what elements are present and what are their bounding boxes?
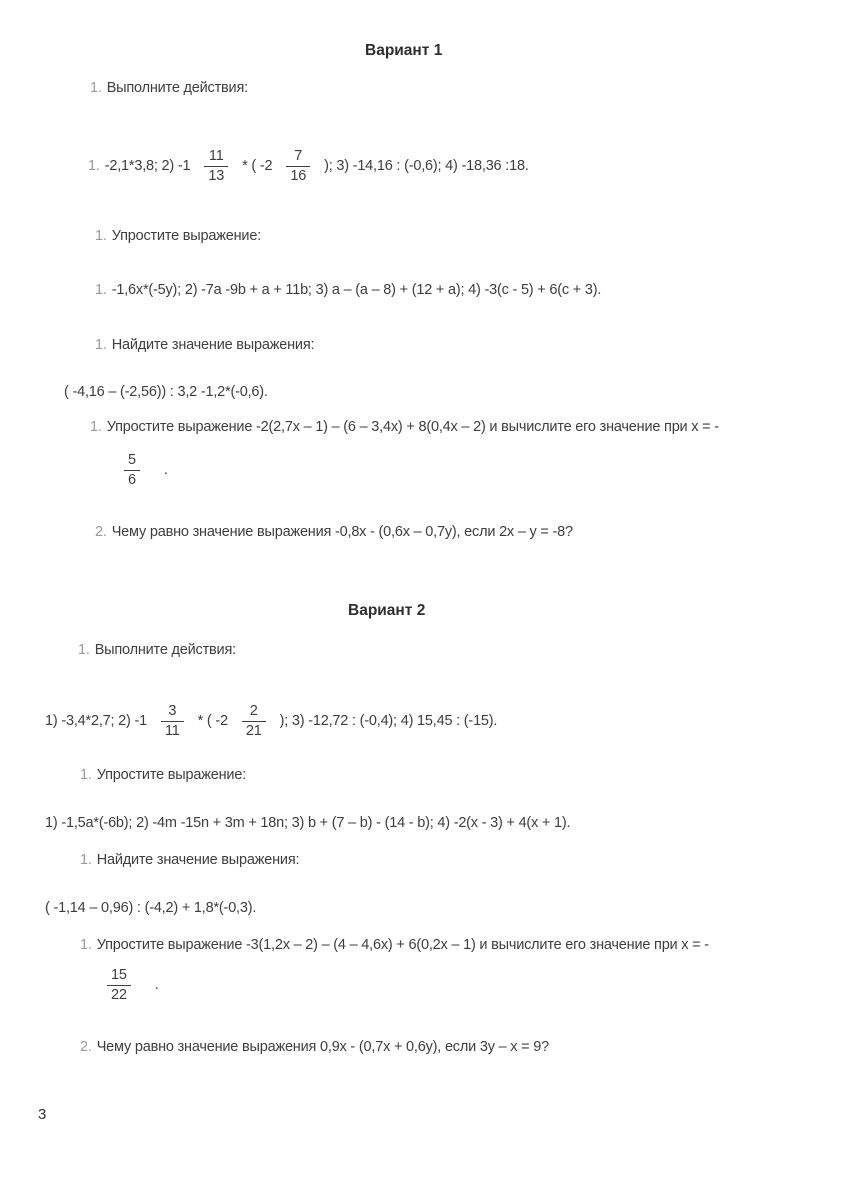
- list-number: 1.: [88, 158, 100, 174]
- fraction-numerator: 15: [111, 967, 127, 984]
- fraction: [124, 451, 140, 488]
- list-number: 1.: [80, 937, 92, 953]
- variant2-task3-expression: [45, 900, 256, 916]
- variant1-task2-expression: [95, 282, 601, 298]
- variant2-task2-expression: [45, 815, 570, 831]
- expression-text: * ( -2: [242, 158, 273, 174]
- expression-text: -2,1*3,8; 2) -1: [104, 158, 191, 174]
- fraction-numerator: 7: [294, 148, 303, 165]
- fraction-suffix: .: [163, 462, 168, 478]
- fraction-denominator: 22: [107, 985, 131, 1004]
- variant1-task2-label: [95, 228, 261, 244]
- expression-text: ( -4,16 – (-2,56)) : 3,2 -1,2*(-0,6).: [64, 384, 268, 400]
- task-label-text: Найдите значение выражения:: [111, 337, 315, 353]
- variant2-task4-text: [80, 937, 709, 953]
- expression-text: 1) -1,5a*(-6b); 2) -4m -15n + 3m + 18n; 3) b + (7 – b) - (14 - b); 4) -2(x - 3) + 4(x + 1).: [45, 815, 571, 831]
- variant1-task1-label: [90, 80, 248, 96]
- variant2-task1-label: [78, 642, 236, 658]
- list-number: 1.: [80, 767, 92, 783]
- expression-text: ( -1,14 – 0,96) : (-4,2) + 1,8*(-0,3).: [45, 900, 257, 916]
- variant1-title: Вариант 1: [365, 42, 443, 59]
- list-number: 1.: [78, 642, 90, 658]
- task-text: Упростите выражение -3(1,2x – 2) – (4 – 4,6x) + 6(0,2x – 1) и вычислите его значение при x = -: [96, 937, 709, 953]
- fraction: [286, 147, 310, 184]
- fraction-numerator: 5: [128, 452, 136, 469]
- fraction-numerator: 2: [249, 703, 258, 720]
- task-label-text: Выполните действия:: [94, 642, 236, 658]
- page-number: 3: [38, 1106, 47, 1123]
- fraction-denominator: 6: [124, 470, 140, 489]
- list-number: 2.: [80, 1039, 92, 1055]
- fraction-numerator: 11: [208, 148, 224, 165]
- expression-text: -1,6x*(-5y); 2) -7a -9b + a + 11b; 3) a – (a – 8) + (12 + a); 4) -3(c - 5) + 6(c + 3).: [111, 282, 602, 298]
- list-number: 1.: [80, 852, 92, 868]
- list-number: 1.: [90, 419, 102, 435]
- variant1-task3-expression: [64, 384, 268, 400]
- task-label-text: Упростите выражение:: [111, 228, 262, 244]
- fraction: [107, 966, 131, 1003]
- list-number: 1.: [95, 337, 107, 353]
- task-text: Чему равно значение выражения -0,8x - (0,6x – 0,7y), если 2x – y = -8?: [111, 524, 573, 540]
- fraction-suffix: .: [154, 977, 159, 993]
- expression-text: 1) -3,4*2,7; 2) -1: [45, 713, 147, 729]
- expression-text: ); 3) -14,16 : (-0,6); 4) -18,36 :18.: [324, 158, 529, 174]
- fraction-denominator: 11: [161, 721, 184, 740]
- variant2-task5: [80, 1039, 549, 1055]
- list-number: 1.: [95, 228, 107, 244]
- task-label-text: Упростите выражение:: [96, 767, 247, 783]
- fraction-denominator: 13: [204, 166, 228, 185]
- list-number: 2.: [95, 524, 107, 540]
- fraction: [161, 702, 184, 739]
- task-text: Чему равно значение выражения 0,9x - (0,7x + 0,6y), если 3y – x = 9?: [96, 1039, 549, 1055]
- list-number: 1.: [90, 80, 102, 96]
- variant1-task4-text: [90, 419, 719, 435]
- variant1-task1-expression: [88, 140, 529, 192]
- expression-text: ); 3) -12,72 : (-0,4); 4) 15,45 : (-15).: [279, 713, 498, 729]
- variant1-task3-label: [95, 337, 314, 353]
- fraction: [204, 147, 228, 184]
- task-text: Упростите выражение -2(2,7x – 1) – (6 – 3,4x) + 8(0,4x – 2) и вычислите его значение при x = -: [106, 419, 719, 435]
- variant2-task2-label: [80, 767, 246, 783]
- expression-text: * ( -2: [197, 713, 228, 729]
- variant2-task1-expression: [45, 695, 497, 747]
- list-number: 1.: [95, 282, 107, 298]
- fraction-denominator: 21: [242, 721, 266, 740]
- fraction-denominator: 16: [286, 166, 310, 185]
- task-label-text: Выполните действия:: [106, 80, 248, 96]
- fraction-numerator: 3: [168, 703, 177, 720]
- task-label-text: Найдите значение выражения:: [96, 852, 300, 868]
- variant1-task5: [95, 524, 573, 540]
- fraction: [242, 702, 266, 739]
- variant2-task3-label: [80, 852, 299, 868]
- variant2-task4-fraction: [93, 959, 159, 1011]
- variant2-title: Вариант 2: [348, 602, 426, 619]
- variant1-task4-fraction: [110, 444, 168, 496]
